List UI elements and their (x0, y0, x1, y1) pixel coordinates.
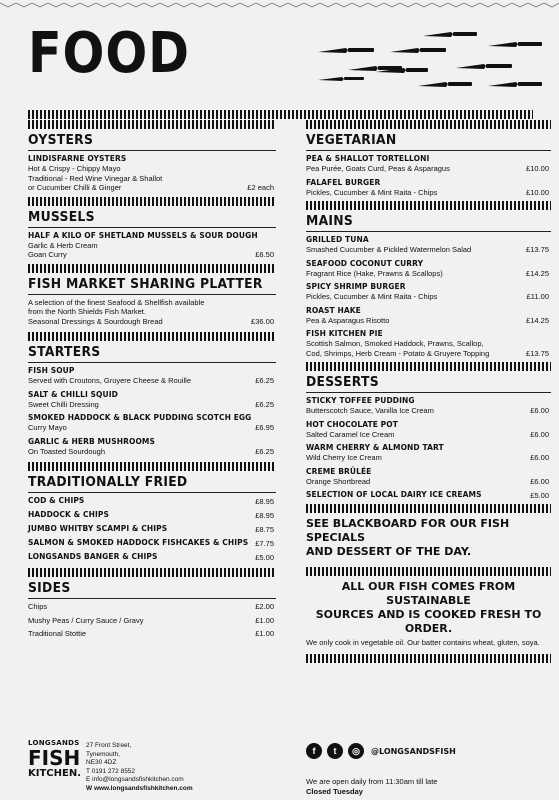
sustainable-text (306, 580, 551, 636)
item-price: £11.00 (526, 292, 549, 301)
section-rule (306, 392, 551, 393)
item-price: £1.00 (255, 629, 274, 638)
item-price: £1.00 (255, 615, 274, 625)
menu-item (306, 396, 551, 416)
item-price: £5.00 (530, 490, 549, 500)
item-description: Orange Shortbread (306, 476, 371, 486)
item-price: £14.25 (526, 315, 549, 325)
item-description: Mushy Peas / Curry Sauce / Gravy (28, 615, 144, 625)
menu-item (28, 538, 276, 548)
email-link[interactable]: E info@longsandsfishkitchen.com (86, 776, 184, 783)
item-name: HOT CHOCOLATE POT (306, 419, 398, 429)
item-description: Seasonal Dressings & Sourdough Bread (28, 316, 163, 326)
item-name: GRILLED TUNA (306, 235, 369, 244)
item-price: £8.95 (255, 496, 274, 506)
section-title: SIDES (28, 581, 71, 596)
section-title: MAINS (306, 214, 354, 229)
menu-item (28, 524, 276, 534)
section-rule (28, 362, 276, 363)
left-column (28, 120, 276, 647)
menu-section (28, 120, 276, 193)
item-price: £8.75 (255, 524, 274, 534)
section-divider (306, 120, 551, 129)
section-title: VEGETARIAN (306, 133, 397, 148)
logo-line-1: LONGSANDS (28, 739, 80, 747)
section-rule (306, 231, 551, 232)
item-name: ROAST HAKE (306, 305, 361, 315)
zigzag-border (0, 0, 559, 10)
item-price: £36.00 (251, 316, 274, 326)
item-description: On Toasted Sourdough (28, 446, 106, 456)
item-name: WARM CHERRY & ALMOND TART (306, 443, 444, 452)
item-description: A selection of the finest Seafood & Shellfish available (28, 297, 205, 307)
menu-item (306, 306, 551, 326)
section-divider (28, 568, 276, 577)
menu-section (306, 362, 551, 500)
facebook-icon[interactable]: f (306, 743, 322, 759)
section-title: DESSERTS (306, 375, 379, 390)
menu-item (28, 366, 276, 386)
menu-item (28, 413, 276, 433)
address-line: NE30 4DZ (86, 759, 117, 766)
item-name: SELECTION OF LOCAL DAIRY ICE CREAMS (306, 490, 482, 499)
hours-text: We are open daily from 11:30am till late (306, 777, 438, 786)
item-description: Butterscotch Sauce, Vanilla Ice Cream (306, 406, 434, 415)
allergen-note: We only cook in vegetable oil. Our batter contains wheat, gluten, soya. (306, 638, 540, 647)
closed-day: Closed Tuesday (306, 787, 363, 796)
section-divider (28, 120, 276, 129)
item-name: SEAFOOD COCONUT CURRY (306, 258, 424, 268)
item-name: FISH KITCHEN PIE (306, 329, 383, 338)
item-price: £5.00 (255, 552, 274, 562)
menu-section (28, 462, 276, 562)
item-price: £6.95 (255, 423, 274, 432)
item-description: or Cucumber Chilli & Ginger (28, 183, 122, 192)
section-divider (306, 201, 551, 210)
menu-section (306, 120, 551, 197)
section-divider (28, 264, 276, 273)
section-title: TRADITIONALLY FRIED (28, 475, 188, 490)
item-name: SPICY SHRIMP BURGER (306, 282, 406, 291)
section-rule (28, 492, 276, 493)
logo-line-3: KITCHEN. (28, 768, 81, 779)
item-description: Smashed Cucumber & Pickled Watermelon Salad (306, 245, 472, 254)
item-description: Sweet Chilli Dressing (28, 399, 99, 409)
menu-item (28, 616, 276, 626)
section-divider (306, 504, 551, 513)
blackboard-notice (306, 504, 551, 559)
item-name: COD & CHIPS (28, 496, 85, 505)
section-rule (28, 227, 276, 228)
item-price: £6.25 (255, 399, 274, 409)
phone: T 0191 272 8552 (86, 767, 136, 775)
item-name: SALMON & SMOKED HADDOCK FISHCAKES & CHIPS (28, 538, 249, 547)
address-line: Tynemouth, (86, 750, 120, 758)
blackboard-text (306, 517, 551, 559)
item-price: £6.00 (530, 429, 549, 439)
section-title: FISH MARKET SHARING PLATTER (28, 276, 263, 292)
menu-item (28, 390, 276, 410)
menu-section (28, 332, 276, 456)
sustainable-notice (306, 567, 551, 663)
item-description: Chips (28, 602, 48, 611)
item-name: GARLIC & HERB MUSHROOMS (28, 436, 155, 446)
item-name: SALT & CHILLI SQUID (28, 389, 118, 399)
item-price: £8.95 (255, 510, 274, 520)
item-price: £13.75 (526, 245, 549, 254)
menu-item (28, 231, 276, 260)
menu-item (306, 420, 551, 440)
item-description: Traditional Stottie (28, 629, 87, 638)
item-price: £6.25 (255, 446, 274, 456)
item-price: £10.00 (526, 187, 549, 197)
item-description: Cod, Shrimps, Herb Cream - Potato & Gruyere Topping (306, 348, 490, 358)
section-divider (306, 654, 551, 663)
section-divider (306, 362, 551, 371)
menu-item (306, 235, 551, 255)
menu-item (28, 298, 276, 327)
section-divider (28, 197, 276, 206)
item-description: Garlic & Herb Cream (28, 240, 98, 250)
menu-item (28, 437, 276, 457)
section-title: STARTERS (28, 345, 101, 360)
address-line: 27 Front Street, (86, 742, 132, 749)
item-description: Fragrant Rice (Hake, Prawns & Scallops) (306, 268, 443, 278)
menu-item (306, 154, 551, 174)
item-price: £6.00 (530, 406, 549, 415)
right-column (306, 120, 551, 663)
menu-item (306, 178, 551, 198)
menu-section (28, 264, 276, 327)
address (86, 742, 193, 793)
item-name: HADDOCK & CHIPS (28, 510, 109, 519)
menu-item (28, 510, 276, 520)
menu-item (28, 602, 276, 612)
menu-section (28, 568, 276, 639)
item-name: JUMBO WHITBY SCAMPI & CHIPS (28, 524, 168, 533)
item-price: £10.00 (526, 164, 549, 173)
section-divider (306, 567, 551, 576)
menu-item (306, 282, 551, 302)
opening-hours (306, 777, 437, 797)
section-rule (28, 150, 276, 151)
logo (28, 740, 81, 779)
menu-section (28, 197, 276, 260)
item-name: FISH SOUP (28, 366, 75, 375)
website-link[interactable]: W www.longsandsfishkitchen.com (86, 784, 193, 792)
item-description: Pea Purée, Goats Curd, Peas & Asparagus (306, 164, 450, 173)
menu-item (306, 467, 551, 487)
item-description: Wild Cherry Ice Cream (306, 453, 382, 462)
section-divider (28, 462, 276, 471)
section-divider (28, 332, 276, 341)
social-links (306, 743, 456, 759)
item-price: £6.00 (530, 476, 549, 486)
menu-item (306, 329, 551, 358)
notice-line: ALL OUR FISH COMES FROM SUSTAINABLE (341, 580, 516, 607)
section-rule (306, 150, 551, 151)
menu-item (28, 496, 276, 506)
item-price: £13.75 (526, 348, 549, 358)
menu-item (28, 629, 276, 639)
item-name: SMOKED HADDOCK & BLACK PUDDING SCOTCH EGG (28, 413, 252, 422)
item-price: £6.50 (255, 250, 274, 259)
item-price: £6.00 (530, 453, 549, 462)
notice-line: SEE BLACKBOARD FOR OUR FISH SPECIALS (306, 517, 510, 544)
knives-illustration (318, 28, 548, 98)
notice-line: SOURCES AND IS COOKED FRESH TO ORDER. (315, 608, 542, 635)
item-description: Hot & Crispy - Chippy Mayo (28, 164, 121, 173)
header-divider (28, 110, 533, 119)
menu-item (306, 443, 551, 463)
section-rule (28, 294, 276, 295)
menu-item (28, 154, 276, 193)
item-name: FALAFEL BURGER (306, 177, 381, 187)
item-price: £14.25 (526, 268, 549, 278)
item-name: CREME BRÛLÉE (306, 466, 372, 476)
item-price: £2 each (247, 183, 274, 192)
logo-line-2: FISH (28, 746, 81, 770)
item-description: from the North Shields Fish Market. (28, 307, 146, 316)
item-description: Scottish Salmon, Smoked Haddock, Prawns, Scallop, (306, 339, 484, 348)
social-handle: @LONGSANDSFISH (371, 746, 456, 756)
menu-item (306, 259, 551, 279)
item-price: £7.75 (255, 538, 274, 548)
item-description: Curry Mayo (28, 423, 67, 432)
twitter-icon[interactable]: t (327, 743, 343, 759)
section-title: OYSTERS (28, 133, 94, 148)
item-price: £6.25 (255, 376, 274, 385)
item-name: LINDISFARNE OYSTERS (28, 154, 127, 163)
item-description: Goan Curry (28, 250, 67, 259)
section-rule (28, 598, 276, 599)
item-description: Pickles, Cucumber & Mint Raita - Chips (306, 187, 438, 197)
item-name: STICKY TOFFEE PUDDING (306, 396, 415, 405)
page-title: FOOD (28, 21, 190, 86)
item-name: LONGSANDS BANGER & CHIPS (28, 552, 158, 561)
item-name: HALF A KILO OF SHETLAND MUSSELS & SOUR DOUGH (28, 230, 258, 240)
item-description: Pea & Asparagus Risotto (306, 315, 390, 325)
item-description: Pickles, Cucumber & Mint Raita - Chips (306, 292, 438, 301)
menu-section (306, 201, 551, 358)
item-price: £2.00 (255, 602, 274, 611)
menu-item (306, 490, 551, 500)
item-description: Salted Caramel Ice Cream (306, 429, 395, 439)
instagram-icon[interactable]: ◎ (348, 743, 364, 759)
item-description: Served with Croutons, Gruyere Cheese & Rouille (28, 376, 191, 385)
menu-item (28, 552, 276, 562)
section-title: MUSSELS (28, 209, 95, 225)
notice-line: AND DESSERT OF THE DAY. (306, 545, 472, 558)
item-name: PEA & SHALLOT TORTELLONI (306, 154, 430, 163)
item-description: Traditional - Red Wine Vinegar & Shallot (28, 173, 163, 183)
